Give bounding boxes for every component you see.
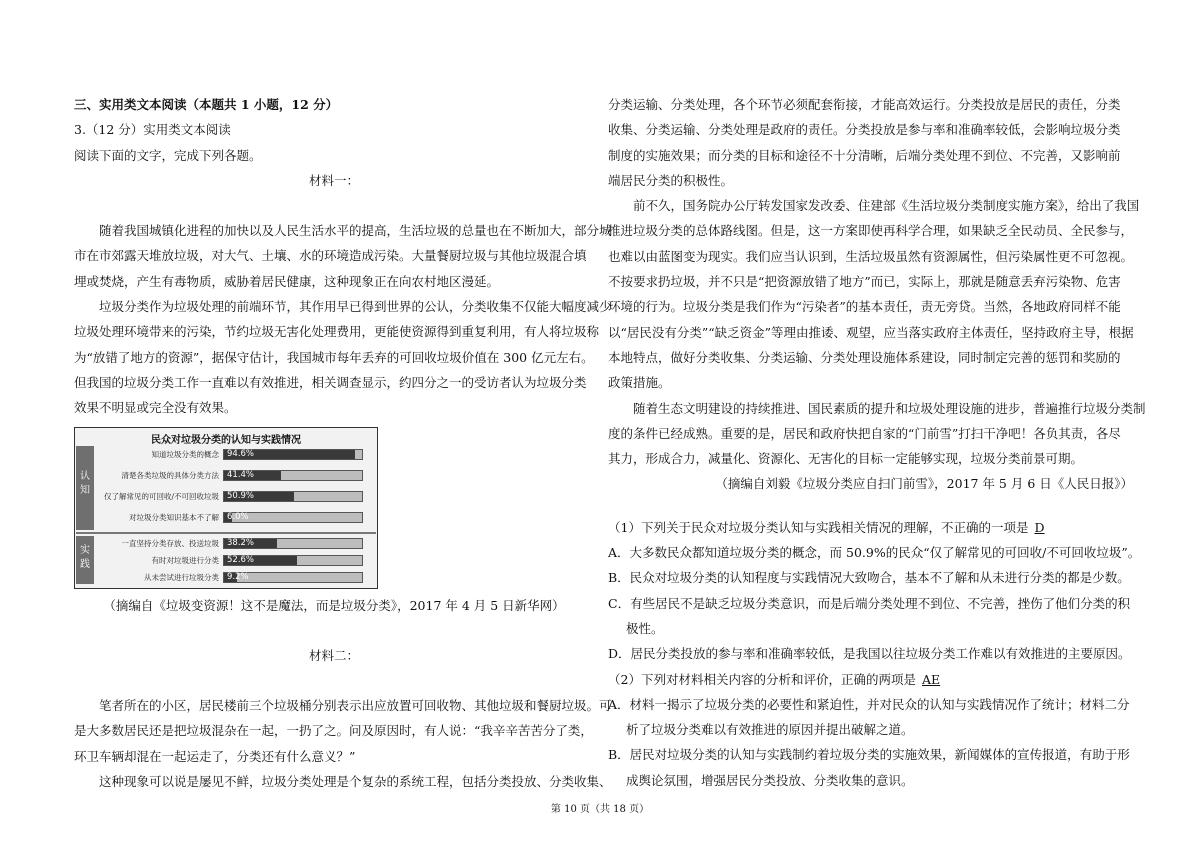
p2-line: 为“放错了地方的资源”，据保守估计，我国城市每年丢弃的可回收垃圾价值在 300 亿元左右。	[74, 349, 594, 365]
chart-row	[97, 448, 371, 461]
q1-option-c: C．有些居民不是缺乏垃圾分类意识，而是后端分类处理不到位、不完善，挫伤了他们分类的积极性。	[608, 595, 1131, 636]
q1-answer: D	[1034, 519, 1045, 535]
chart-value-label: 38.2%	[227, 537, 255, 548]
chart-category-label: 从未尝试进行垃圾分类	[144, 572, 219, 582]
chart-category-label: 知道垃圾分类的概念	[151, 449, 219, 459]
question-header: 3.（12 分）实用类文本阅读	[74, 122, 231, 138]
p5-line: 本地特点，做好分类收集、分类运输、分类处理设施体系建设，同时制定完善的惩罚和奖励的	[608, 349, 1121, 365]
chart-bar-track	[223, 572, 363, 583]
p4-line: 分类运输、分类处理，各个环节必须配套衔接，才能高效运行。分类投放是居民的责任，分类	[608, 97, 1121, 112]
chart-value-label: 50.9%	[227, 490, 255, 501]
q2-option-a: A．材料一揭示了垃圾分类的必要性和紧迫性，并对民众的认知与实践情况作了统计；材料二分析了垃圾分类难以有效推进的原因并提出破解之道。	[608, 696, 1130, 738]
q2-stem: （2）下列对材料相关内容的分析和评价，正确的两项是 AE	[608, 667, 1133, 692]
chart-value-label: 6.0%	[227, 511, 249, 522]
q1-option-d: D．居民分类投放的参与率和准确率较低，是我国以往垃圾分类工作难以有效推进的主要原因。	[608, 646, 1131, 662]
survey-chart	[74, 427, 378, 589]
p5-line: 前不久，国务院办公厅转发国家发改委、住建部《生活垃圾分类制度实施方案》，给出了我国	[633, 198, 1140, 214]
chart-bar-track	[223, 470, 363, 481]
p2-line: 垃圾处理环境带来的污染，节约垃圾无害化处理费用，更能使资源得到重复利用，有人将垃圾称	[74, 324, 600, 340]
chart-row	[97, 571, 371, 584]
chart-row	[97, 469, 371, 482]
chart-category-label: 仅了解常见的可回收/不可回收垃圾	[103, 491, 219, 501]
p4-line: 端居民分类的积极性。	[608, 172, 734, 188]
chart-row	[97, 554, 371, 567]
p4-line: 收集、分类运输、分类处理是政府的责任。分类投放是参与率和准确率较低，会影响垃圾分类	[608, 122, 1121, 138]
source2: （摘编自刘毅《垃圾分类应自扫门前雪》，2017 年 5 月 6 日《人民日报》）	[715, 476, 1133, 492]
instruction: 阅读下面的文字，完成下列各题。	[74, 147, 262, 163]
chart-bar-track	[223, 538, 363, 549]
chart-value-label: 94.6%	[227, 448, 255, 459]
chart-category-label: 对垃圾分类知识基本不了解	[129, 512, 219, 522]
right-column	[608, 92, 1146, 793]
chart-bar-track	[223, 512, 363, 523]
chart-row	[97, 511, 371, 524]
chart-bar-track	[223, 555, 363, 566]
p5-line: 不按要求扔垃圾，并不只是“把资源放错了地方”而已，实际上，那就是随意丢弃污染物、危害	[608, 274, 1121, 290]
p2-line: 但我国的垃圾分类工作一直难以有效推进，相关调查显示，约四分之一的受访者认为垃圾分类	[74, 374, 587, 390]
p6-line: 随着生态文明建设的持续推进、国民素质的提升和垃圾处理设施的进步，普遍推行垃圾分类制	[633, 400, 1146, 416]
p1-line: 埋或焚烧，产生有毒物质，威胁着居民健康，这种现象正在向农村地区漫延。	[74, 273, 500, 289]
p3-line: 笔者所在的小区，居民楼前三个垃圾桶分别表示出应放置可回收物、其他垃圾和餐厨垃圾。可	[99, 698, 612, 714]
p2-line: 垃圾分类作为垃圾处理的前端环节，其作用早已得到世界的公认，分类收集不仅能大幅度减少	[99, 299, 612, 315]
p5-line: 政策措施。	[608, 375, 671, 391]
source1: （摘编自《垃圾变资源！这不是魔法，而是垃圾分类》，2017 年 4 月 5 日新华网）	[103, 597, 565, 613]
q1-option-a: A．大多数民众都知道垃圾分类的概念，而 50.9%的民众“仅了解常见的可回收/不可回收垃圾”。	[608, 545, 1141, 561]
p5-line: 环境的行为。垃圾分类是我们作为“污染者”的基本责任，责无旁贷。当然，各地政府同样不能	[608, 299, 1121, 315]
chart-bar-track	[223, 491, 363, 502]
chart-row	[97, 490, 371, 503]
chart-value-label: 52.6%	[227, 554, 255, 565]
group-separator	[76, 532, 376, 534]
p1-line: 市在市郊露天堆放垃圾，对大气、土壤、水的环境造成污染。大量餐厨垃圾与其他垃圾混合填	[74, 248, 587, 264]
p6-line: 度的条件已经成熟。重要的是，居民和政府快把自家的“门前雪”打扫干净吧！各负其责，各尽	[608, 425, 1121, 441]
page-footer: 第 10 页（共 18 页）	[550, 804, 650, 815]
chart-title: 民众对垃圾分类的认知与实践情况	[151, 434, 301, 446]
chart-category-label: 一直坚持分类存放、投送垃圾	[121, 538, 219, 548]
p3-line: 是大多数居民还是把垃圾混杂在一起，一扔了之。问及原因时，有人说：“我辛辛苦苦分了类，	[74, 723, 593, 739]
material1-title: 材料一：	[308, 172, 359, 188]
p3-line: 环卫车辆却混在一起运走了，分类还有什么意义？”	[74, 748, 356, 764]
chart-value-label: 41.4%	[227, 469, 255, 480]
q2-answer: AE	[921, 671, 941, 687]
p2-line: 效果不明显或完全没有效果。	[74, 400, 237, 416]
chart-bar-track	[223, 449, 363, 460]
chart-category-label: 清楚各类垃圾的具体分类方法	[121, 470, 219, 480]
chart-category-label: 有时对垃圾进行分类	[151, 555, 219, 565]
q2-option-b: B．居民对垃圾分类的认知与实践制约着垃圾分类的实施效果，新闻媒体的宣传报道，有助于形成舆论氛围，增强居民分类投放、分类收集的意识。	[608, 747, 1130, 788]
p5-line: 也难以由蓝图变为现实。我们应当认识到，生活垃圾虽然有资源属性，但污染属性更不可忽视。	[608, 248, 1134, 264]
chart-row	[97, 537, 371, 550]
chart-value-label: 9.2%	[227, 571, 249, 582]
section-title: 三、实用类文本阅读（本题共 1 小题，12 分）	[74, 97, 339, 112]
group-label-cognition: 认 知	[76, 446, 94, 530]
q1-option-b: B．民众对垃圾分类的认知程度与实践情况大致吻合，基本不了解和从未进行分类的都是少数。	[608, 570, 1130, 586]
material2-title: 材料二：	[308, 647, 359, 663]
p4-line: 这种现象可以说是屡见不鲜，垃圾分类处理是个复杂的系统工程，包括分类投放、分类收集、	[99, 774, 612, 790]
p5-line: 以“居民没有分类”“缺乏资金”等理由推诿、观望，应当落实政府主体责任，坚持政府主导，根据	[608, 324, 1134, 340]
group-label-practice: 实 践	[76, 536, 94, 584]
left-column	[74, 92, 612, 794]
p4-line: 制度的实施效果；而分类的目标和途径不十分清晰，后端分类处理不到位、不完善，又影响前	[608, 147, 1121, 163]
p6-line: 其力，形成合力，减量化、资源化、无害化的目标一定能够实现，垃圾分类前景可期。	[608, 451, 1084, 467]
p1-line: 随着我国城镇化进程的加快以及人民生活水平的提高，生活垃圾的总量也在不断加大，部分城	[99, 223, 612, 239]
p5-line: 推进垃圾分类的总体路线图。但是，这一方案即使再科学合理，如果缺乏全民动员、全民参与，	[608, 223, 1134, 239]
q1-stem: （1）下列关于民众对垃圾分类认知与实践相关情况的理解，不正确的一项是 D	[608, 515, 1133, 540]
